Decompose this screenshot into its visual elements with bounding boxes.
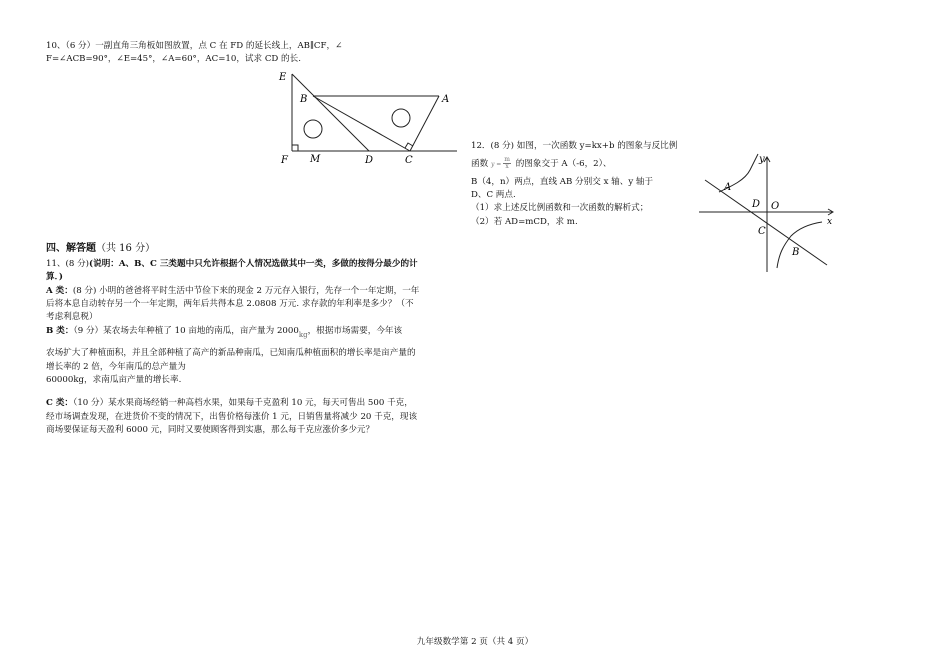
- fig1-label-D: D: [365, 155, 374, 166]
- question-10: [46, 40, 421, 67]
- q12-frac-denominator: x: [505, 163, 509, 171]
- q11-a-text: (8 分) 小明的爸爸将平时生活中节俭下来的现金 2 万元存入银行，先存一个一年定期，一年后将本息自动转存另一个一年定期，两年后共得本息 2.0808 万元. 求存款的年利率是多少？（不考虑利息税）: [46, 285, 420, 323]
- q10-text-line-2: F=∠ACB=90°，∠E=45°，∠A=60°，AC=10，试求 CD 的长.: [46, 54, 301, 65]
- q11-type-b: [46, 325, 421, 341]
- fig1-label-C: C: [405, 155, 413, 166]
- q10-text-line-1: 10、（6 分）一副直角三角板如图放置，点 C 在 FD 的延长线上，AB∥CF，∠: [46, 41, 343, 51]
- fig1-label-F: F: [281, 155, 288, 166]
- q11-note: (说明：A、B、C 三类题中只允许根据个人情况选做其中一类，多做的按得分最少的计算．): [46, 259, 418, 283]
- page-footer: 九年级数学第 2 页（共 4 页）: [416, 637, 534, 647]
- q12-text-line-4: D、C 两点.: [471, 189, 516, 200]
- fig2-label-C: C: [758, 226, 766, 237]
- fig1-label-E: E: [279, 72, 287, 83]
- q11-intro: [46, 258, 421, 285]
- q12-text-line-1: 12．(8 分) 如图，一次函数 y=kx+b 的图象与反比例: [471, 141, 678, 151]
- fig1-label-M: M: [310, 154, 321, 165]
- question-12: [471, 140, 696, 229]
- q12-frac-numerator: m: [504, 156, 510, 164]
- q11-b-text-2: ，根据市场需要，今年该: [307, 325, 403, 336]
- q11-a-label: A 类：: [46, 285, 73, 296]
- q12-text-line-2: [471, 157, 696, 171]
- fig2-label-x: x: [827, 217, 833, 227]
- q11-b-text-1: （9 分）某农场去年种植了 10 亩地的南瓜，亩产量为 2000: [73, 325, 299, 336]
- fig2-label-D: D: [752, 199, 761, 210]
- q12-sub-1: （1）求上述反比例函数和一次函数的解析式；: [471, 203, 649, 214]
- q11-type-c: [46, 397, 421, 437]
- q11-type-a: [46, 285, 421, 325]
- fig1-label-A: A: [442, 94, 450, 105]
- q11-c-label: C 类：: [46, 398, 74, 409]
- q12-text-2b: 的图象交于 A（-6，2）、: [515, 159, 612, 170]
- fig2-label-O: O: [771, 201, 780, 212]
- question-11: [46, 258, 421, 437]
- q11-b-text-3: 农场扩大了种植面积，并且全部种植了高产的新品种南瓜，已知南瓜种植面积的增长率是亩产量的增长率的 2 倍，今年南瓜的总产量为: [46, 348, 416, 372]
- q11-b-text-4: 60000kg，求南瓜亩产量的增长率.: [46, 375, 182, 386]
- figure-function-graph: [697, 150, 842, 275]
- q12-sub-2: （2）若 AD=mCD，求 m.: [471, 216, 578, 227]
- figure-triangles: [277, 68, 467, 168]
- q12-text-line-3: B（4，n）两点，直线 AB 分别交 x 轴、y 轴于: [471, 176, 654, 187]
- q11-b-unit: kg: [298, 330, 308, 339]
- q11-b-label: B 类：: [46, 325, 74, 336]
- fig2-label-A: A: [724, 182, 732, 193]
- section-4-heading: 四、解答题: [46, 243, 96, 254]
- fig2-label-B: B: [792, 247, 800, 258]
- section-4-score: （共 16 分）: [96, 243, 156, 254]
- q12-fraction: [503, 157, 511, 170]
- q11-c-text: （10 分）某水果商场经销一种高档水果，如果每千克盈利 10 元，每天可售出 500 千克，经市场调查发现，在进货价不变的情况下，出售价格每涨价 1 元，日销售量将减少 20 千克，现该商场要保证每天盈利 6000 元，同时又要使顾客得到实惠，那么每千克应涨价多少元？: [46, 398, 418, 435]
- fig1-label-B: B: [300, 94, 308, 105]
- q12-text-2a: 函数: [471, 159, 489, 170]
- q12-frac-y: y =: [490, 161, 502, 169]
- section-4-title: [46, 241, 155, 257]
- q11-lead: 11、(8 分): [46, 259, 90, 269]
- fig2-label-y: y: [759, 154, 765, 165]
